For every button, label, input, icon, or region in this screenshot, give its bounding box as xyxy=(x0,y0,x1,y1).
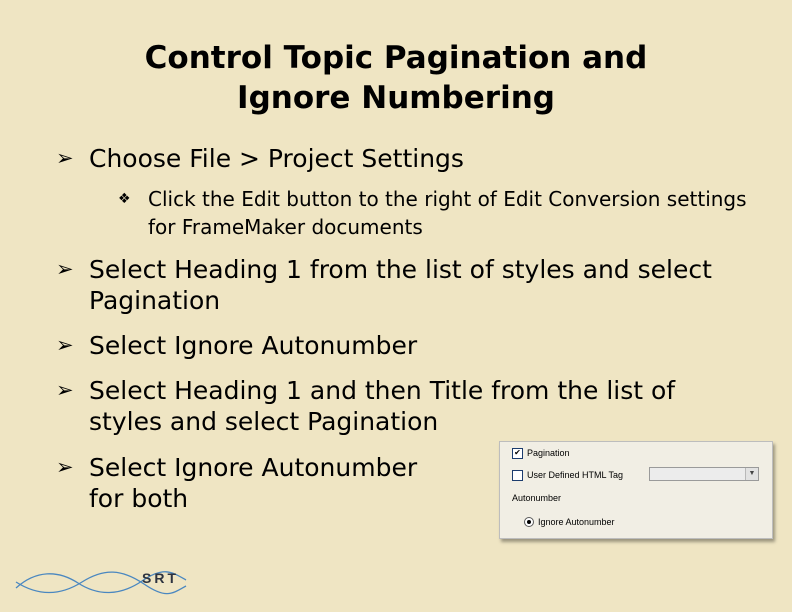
sub-bullet-text: Click the Edit button to the right of Edit Conversion settings for FrameMaker documents xyxy=(148,187,747,239)
bullet-text-line-1: Select Ignore Autonumber xyxy=(89,453,418,482)
srt-logo xyxy=(14,566,194,600)
html-tag-dropdown[interactable] xyxy=(649,467,759,481)
bullet-text: Select Heading 1 from the list of styles and select Pagination xyxy=(89,255,712,315)
autonumber-group-label: Autonumber xyxy=(512,493,562,503)
bullet-text: Select Ignore Autonumber xyxy=(89,331,418,360)
ignore-autonumber-radio[interactable] xyxy=(524,517,534,527)
arrow-bullet-icon: ➢ xyxy=(56,257,74,281)
slide-title-line-2: Ignore Numbering xyxy=(237,80,555,116)
bullet-select-heading-1 xyxy=(56,254,746,316)
diamond-bullet-icon: ❖ xyxy=(118,191,131,207)
bullet-select-heading-and-title xyxy=(56,375,746,437)
logo-text: SRT xyxy=(142,570,179,586)
pagination-option[interactable] xyxy=(512,446,570,460)
bullet-text xyxy=(89,452,476,514)
ignore-autonumber-label: Ignore Autonumber xyxy=(538,517,615,527)
user-defined-html-tag-option[interactable] xyxy=(512,468,623,482)
arrow-bullet-icon: ➢ xyxy=(56,333,74,357)
user-defined-html-tag-label: User Defined HTML Tag xyxy=(527,470,624,480)
bullet-ignore-autonumber-both xyxy=(56,452,476,514)
user-defined-html-tag-checkbox[interactable] xyxy=(512,470,523,481)
bullet-choose-file xyxy=(56,143,746,174)
radio-selected-dot xyxy=(527,520,531,524)
ignore-autonumber-option[interactable] xyxy=(524,517,615,527)
sub-bullet-edit-button xyxy=(118,185,758,241)
arrow-bullet-icon: ➢ xyxy=(56,455,74,479)
pagination-settings-dialog xyxy=(499,441,773,539)
bullet-text-line-2: for both xyxy=(89,484,189,513)
bullet-text: Select Heading 1 and then Title from the list of styles and select Pagination xyxy=(89,376,676,436)
bullet-select-ignore-autonumber xyxy=(56,330,746,361)
pagination-label: Pagination xyxy=(527,448,570,458)
slide-title-line-1: Control Topic Pagination and xyxy=(144,40,648,76)
chevron-down-icon[interactable]: ▼ xyxy=(745,468,758,480)
pagination-checkbox[interactable]: ✔ xyxy=(512,448,523,459)
arrow-bullet-icon: ➢ xyxy=(56,378,74,402)
bullet-text: Choose File > Project Settings xyxy=(89,144,464,173)
slide-title xyxy=(0,38,792,118)
arrow-bullet-icon: ➢ xyxy=(56,146,74,170)
